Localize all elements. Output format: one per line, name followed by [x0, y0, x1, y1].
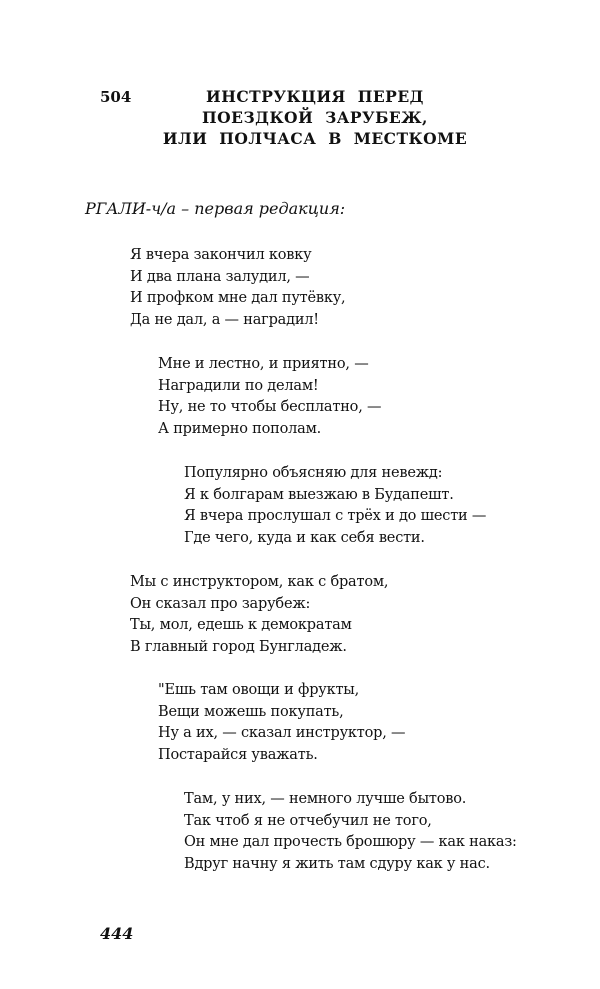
- verse-line: Наградили по делам!: [158, 377, 319, 394]
- stanza: [158, 680, 405, 766]
- verse-line: Там, у них, — немного лучше бытово.: [184, 791, 467, 807]
- verse-line: А примерно пополам.: [158, 420, 322, 437]
- stanza: [184, 463, 486, 549]
- verse-line: Так чтоб я не отчебучил не того,: [184, 812, 432, 829]
- stanza: [130, 245, 345, 331]
- source-note: РГАЛИ-ч/а – первая редакция:: [85, 199, 346, 218]
- verse-line: Вещи можешь покупать,: [158, 703, 344, 720]
- title-line: ПОЕЗДКОЙ ЗАРУБЕЖ,: [202, 108, 428, 127]
- verse-line: Ты, мол, едешь к демократам: [130, 617, 352, 634]
- verse-line: Ну, не то чтобы бесплатно, —: [158, 399, 382, 416]
- verse-line: "Ешь там овощи и фрукты,: [158, 682, 360, 698]
- stanza: [130, 572, 388, 658]
- stanza: [158, 354, 381, 440]
- verse-line: И профком мне дал путёвку,: [130, 290, 346, 307]
- verse-line: Я вчера закончил ковку: [130, 247, 312, 263]
- title-line: ИЛИ ПОЛЧАСА В МЕСТКОМЕ: [162, 129, 468, 148]
- verse-line: Постарайся уважать.: [158, 746, 318, 763]
- verse-line: В главный город Бунгладеж.: [130, 638, 347, 655]
- verse-line: Вдруг начну я жить там сдуру как у нас.: [184, 855, 490, 872]
- verse-line: Он мне дал прочесть брошюру — как наказ:: [184, 834, 517, 851]
- poem-title: [150, 86, 480, 149]
- verse-line: Я к болгарам выезжаю в Будапешт.: [184, 486, 454, 503]
- verse-line: Мы с инструктором, как с братом,: [130, 574, 389, 590]
- poem-number: 504: [100, 88, 132, 106]
- verse-line: Ну а их, — сказал инструктор, —: [158, 725, 406, 742]
- stanza: [184, 789, 517, 875]
- title-line: ИНСТРУКЦИЯ ПЕРЕД: [206, 87, 424, 106]
- verse-line: Он сказал про зарубеж:: [130, 595, 311, 612]
- verse-line: И два плана залудил, —: [130, 268, 310, 285]
- verse-line: Мне и лестно, и приятно, —: [158, 356, 369, 372]
- verse-line: Я вчера прослушал с трёх и до шести —: [184, 508, 487, 525]
- verse-line: Да не дал, а — наградил!: [130, 311, 319, 328]
- verse-line: Популярно объясняю для невежд:: [184, 465, 443, 481]
- verse-line: Где чего, куда и как себя вести.: [184, 529, 425, 546]
- page-number: 444: [100, 924, 134, 943]
